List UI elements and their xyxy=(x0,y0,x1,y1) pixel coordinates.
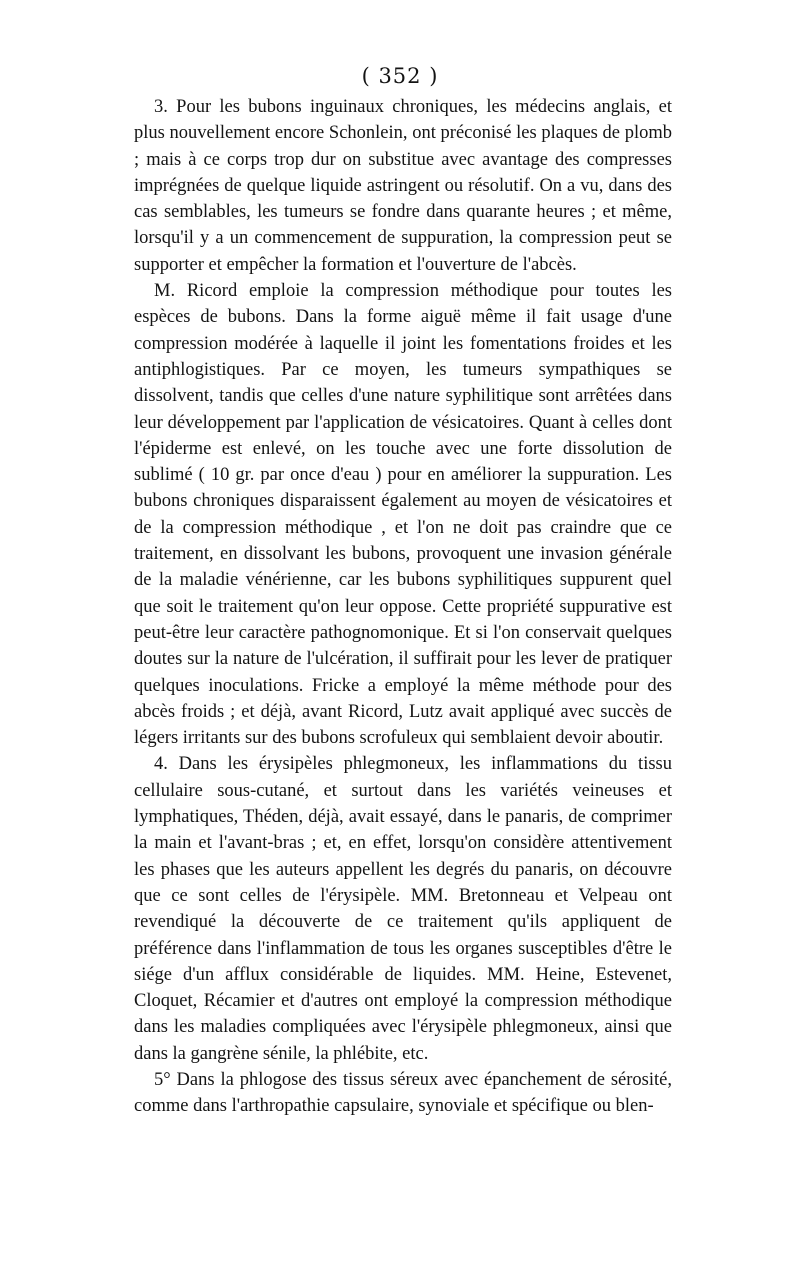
paragraph-bubons-inguinaux: 3. Pour les bubons inguinaux chroniques, les médecins anglais, et plus nouvellement encore Schonlein, ont préconisé les plaques de plomb ; mais à ce corps trop dur on substitue avec avantage des compresses imprégnées de quelque liquide astringent ou résolutif. On a vu, dans des cas semblables, les tumeurs se fondre dans quarante heures ; et même, lorsqu'il y a un commencement de suppuration, la compression peut se supporter et empêcher la formation et l'ouverture de l'abcès. xyxy=(134,97,672,275)
paragraph-erysipeles: 4. Dans les érysipèles phlegmoneux, les inflammations du tissu cellulaire sous-cutané, et surtout dans les variétés veineuses et lymphatiques, Théden, déjà, avait essayé, dans le panaris, de comprimer la main et l'avant-bras ; et, en effet, lorsqu'on considère attentivement les phases que les auteurs appellent les degrés du panaris, on découvre que ce sont celles de l'érysipèle. MM. Bretonneau et Velpeau ont revendiqué la découverte de ce traitement qu'ils appliquent de préférence dans l'inflammation de tous les organes susceptibles d'être le siége d'un afflux considérable de liquides. MM. Heine, Estevenet, Cloquet, Récamier et d'autres ont employé la compression méthodique dans les maladies compliquées avec l'érysipèle phlegmoneux, ainsi que dans la gangrène sénile, la phlébite, etc. xyxy=(134,754,672,1064)
paragraph-ricord: M. Ricord emploie la compression méthodique pour toutes les espèces de bubons. Dans la forme aiguë même il fait usage d'une compression modérée à laquelle il joint les fomentations froides et les antiphlogistiques. Par ce moyen, les tumeurs sympathiques se dissolvent, tandis que celles d'une nature syphilitique sont arrêtées dans leur développement par l'application de vésicatoires. Quant à celles dont l'épiderme est enlevé, on les touche avec une forte dissolution de sublimé ( 10 gr. par once d'eau ) pour en améliorer la suppuration. Les bubons chroniques disparaissent également au moyen de vésicatoires et de la compression méthodique , et l'on ne doit pas craindre que ce traitement, en dissolvant les bubons, provoquent une invasion générale de la maladie vénérienne, car les bubons syphilitiques suppurent quel que soit le traitement qu'on leur oppose. Cette propriété suppurative est peut-être leur caractère pathognomonique. Et si l'on conservait quelques doutes sur la nature de l'ulcération, il suffirait pour les lever de pratiquer quelques inoculations. Fricke a employé la même méthode pour des abcès froids ; et déjà, avant Ricord, Lutz avait appliqué avec succès de légers irritants sur des bubons scrofuleux qui semblaient devoir aboutir. xyxy=(134,281,672,749)
page-number: ( 352 ) xyxy=(361,64,439,88)
body-text xyxy=(134,94,672,1120)
paragraph-phlogose: 5° Dans la phlogose des tissus séreux avec épanchement de sérosité, comme dans l'arthropathie capsulaire, synoviale et spécifique ou blen- xyxy=(134,1069,672,1117)
